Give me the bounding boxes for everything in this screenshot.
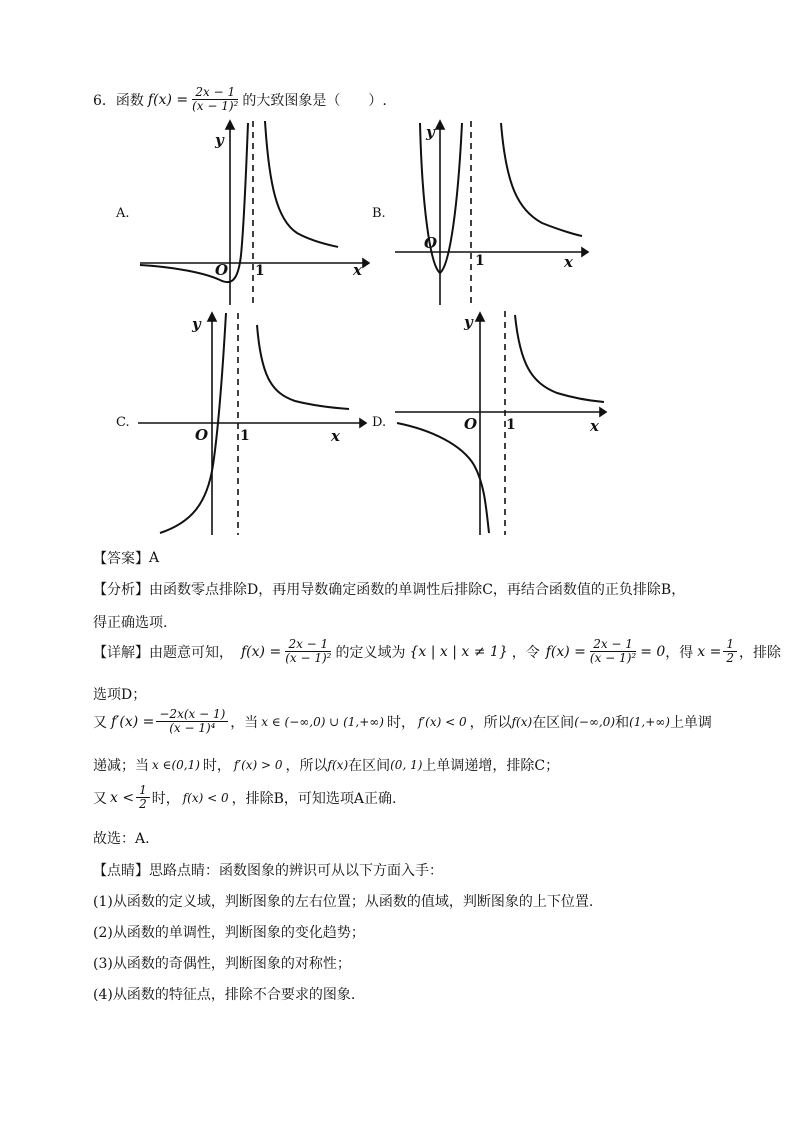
detail-text: ，所以 bbox=[469, 714, 512, 731]
y-label: y bbox=[426, 123, 435, 141]
detail-text: 又 bbox=[93, 714, 107, 731]
x-axis-arrow bbox=[582, 248, 588, 256]
analysis-text-1: 由函数零点排除D，再用导数确定函数的单调性后排除C，再结合函数值的正负排除B， bbox=[149, 582, 686, 598]
y-axis-arrow bbox=[436, 121, 444, 129]
func-expr: f(x) = bbox=[241, 643, 282, 660]
answer-tag: 【答案】 bbox=[93, 551, 149, 567]
tips-item-text: (4)从函数的特征点，排除不合要求的图象. bbox=[93, 987, 356, 1003]
fraction-denominator: (x − 1)⁴ bbox=[169, 721, 216, 735]
tips-item-text: (1)从函数的定义域，判断图象的左右位置；从函数的值域，判断图象的上下位置. bbox=[93, 894, 594, 910]
x-label: x bbox=[590, 417, 599, 435]
detail-text: 选项D； bbox=[93, 687, 147, 703]
curve-right bbox=[501, 123, 582, 236]
detail-line-4 bbox=[93, 755, 559, 775]
detail-text: ，排除B，可知选项A正确. bbox=[231, 790, 397, 807]
analysis-line-1 bbox=[93, 579, 685, 599]
detail-fraction-2 bbox=[588, 638, 638, 665]
detail-text: 时， bbox=[202, 758, 231, 774]
tips-item bbox=[93, 922, 365, 942]
tips-item bbox=[93, 891, 593, 911]
detail-text: 在区间 bbox=[532, 714, 575, 731]
fraction-denominator: (x − 1)² bbox=[192, 99, 239, 113]
x-less: x < bbox=[110, 789, 135, 806]
tips-intro: 思路点睛：函数图象的辨识可从以下方面入手： bbox=[149, 863, 443, 879]
tips-item-text: (2)从函数的单调性，判断图象的变化趋势； bbox=[93, 925, 365, 941]
curve-left bbox=[140, 123, 248, 282]
detail-text: 上单调 bbox=[669, 714, 712, 731]
fraction-numerator: 2x − 1 bbox=[590, 638, 636, 652]
detail-line-3 bbox=[93, 708, 712, 735]
tips-item-text: (3)从函数的奇偶性，判断图象的对称性； bbox=[93, 956, 351, 972]
detail-text: 由题意可知， bbox=[149, 644, 233, 661]
answer-text: A bbox=[149, 550, 160, 566]
option-b-label: B. bbox=[372, 206, 386, 221]
question-fraction bbox=[190, 86, 240, 113]
fraction-denominator: (x − 1)² bbox=[285, 651, 332, 665]
graph-b bbox=[392, 115, 592, 310]
y-label: y bbox=[215, 131, 224, 149]
fx-expr: f(x) bbox=[327, 758, 349, 772]
x-label: x bbox=[331, 427, 340, 445]
one-label: 1 bbox=[255, 263, 265, 279]
x-equals: x = bbox=[697, 643, 722, 660]
fx-expr: f(x) bbox=[511, 714, 533, 729]
answer-line bbox=[93, 548, 159, 568]
curve-left bbox=[397, 423, 489, 533]
question-number: 6． bbox=[93, 92, 116, 109]
final-answer-line bbox=[93, 828, 150, 848]
detail-text: 的定义域为 bbox=[335, 644, 406, 661]
question-line bbox=[93, 86, 387, 113]
analysis-line-2 bbox=[93, 612, 167, 632]
fraction-denominator: (x − 1)² bbox=[589, 651, 637, 665]
option-c-label: C. bbox=[116, 415, 130, 430]
fraction-numerator: 2x − 1 bbox=[285, 638, 331, 652]
detail-text: 时， bbox=[386, 714, 415, 731]
y-axis-arrow bbox=[208, 313, 216, 321]
half-fraction-2 bbox=[136, 784, 150, 811]
y-label: y bbox=[464, 313, 473, 331]
final-answer: 故选：A. bbox=[93, 831, 150, 847]
x-label: x bbox=[353, 261, 362, 279]
y-axis-arrow bbox=[476, 313, 484, 321]
graph-a bbox=[135, 115, 370, 310]
derivative-fraction bbox=[156, 708, 228, 735]
detail-text: 上单调递增，排除C； bbox=[422, 758, 560, 774]
option-a-label: A. bbox=[116, 206, 130, 221]
eq-zero: = 0 bbox=[640, 643, 666, 660]
fx-negative: f(x) < 0 bbox=[182, 790, 229, 805]
fraction-numerator: 1 bbox=[136, 784, 150, 798]
detail-tag: 【详解】 bbox=[93, 644, 149, 661]
analysis-tag: 【分析】 bbox=[93, 582, 149, 598]
y-label: y bbox=[192, 315, 201, 333]
x-axis-arrow bbox=[360, 419, 366, 427]
x-label: x bbox=[564, 253, 573, 271]
detail-text: 又 bbox=[93, 790, 107, 807]
question-prefix: 函数 bbox=[115, 92, 144, 109]
func-expr: f(x) = bbox=[545, 643, 586, 660]
interval-b: (1,+∞) bbox=[629, 714, 670, 729]
half-fraction bbox=[723, 638, 737, 665]
tips-item bbox=[93, 953, 351, 973]
one-label: 1 bbox=[506, 417, 516, 433]
fraction-denominator: 2 bbox=[139, 797, 147, 811]
fraction-numerator: 1 bbox=[723, 638, 737, 652]
origin-label: O bbox=[424, 234, 438, 252]
graph-d bbox=[392, 305, 612, 537]
y-axis-arrow bbox=[226, 121, 234, 129]
fraction-denominator: 2 bbox=[726, 651, 734, 665]
detail-text: ，令 bbox=[511, 644, 540, 661]
detail-text: ，所以 bbox=[285, 758, 328, 774]
interval-a: (−∞,0) bbox=[574, 714, 616, 729]
question-suffix: 的大致图象是（ ）. bbox=[242, 92, 387, 109]
detail-line-1 bbox=[93, 638, 781, 665]
detail-text: 和 bbox=[615, 714, 630, 731]
detail-text: 时， bbox=[151, 790, 180, 807]
tips-intro-line bbox=[93, 860, 443, 880]
curve-right bbox=[265, 121, 338, 247]
x-axis-arrow bbox=[600, 408, 606, 416]
x-axis-arrow bbox=[363, 259, 369, 267]
interval-1: x ∈ (−∞,0) ∪ (1,+∞) bbox=[261, 714, 384, 729]
one-label: 1 bbox=[240, 428, 250, 444]
derivative-expr: f′(x) = bbox=[111, 713, 155, 730]
interval-2: x ∈(0,1) bbox=[152, 758, 200, 772]
origin-label: O bbox=[195, 426, 209, 444]
origin-label: O bbox=[464, 415, 478, 433]
detail-text: ，排除 bbox=[739, 644, 781, 661]
option-d-label: D. bbox=[372, 415, 387, 430]
tips-item bbox=[93, 984, 355, 1004]
detail-line-2 bbox=[93, 684, 146, 704]
interval-c: (0, 1) bbox=[390, 758, 423, 772]
derivative-negative: f′(x) < 0 bbox=[417, 714, 467, 729]
detail-text: 在区间 bbox=[348, 758, 391, 774]
derivative-positive: f′(x) > 0 bbox=[233, 758, 283, 772]
tips-tag: 【点睛】 bbox=[93, 863, 149, 879]
analysis-text-2: 得正确选项. bbox=[93, 615, 168, 631]
fraction-numerator: −2x(x − 1) bbox=[156, 708, 228, 722]
one-label: 1 bbox=[475, 253, 485, 269]
detail-fraction-1 bbox=[283, 638, 333, 665]
graph-c bbox=[135, 305, 370, 537]
question-func: f(x) = bbox=[147, 91, 189, 108]
detail-text: ，得 bbox=[665, 644, 694, 661]
domain-set: {x | x | x ≠ 1} bbox=[409, 643, 508, 660]
detail-text: ，当 bbox=[230, 714, 259, 731]
origin-label: O bbox=[215, 261, 229, 279]
curve-right bbox=[257, 325, 349, 409]
detail-line-5 bbox=[93, 784, 396, 811]
fraction-numerator: 2x − 1 bbox=[192, 86, 238, 100]
curve-right bbox=[515, 315, 604, 402]
detail-text: 递减；当 bbox=[93, 758, 149, 774]
